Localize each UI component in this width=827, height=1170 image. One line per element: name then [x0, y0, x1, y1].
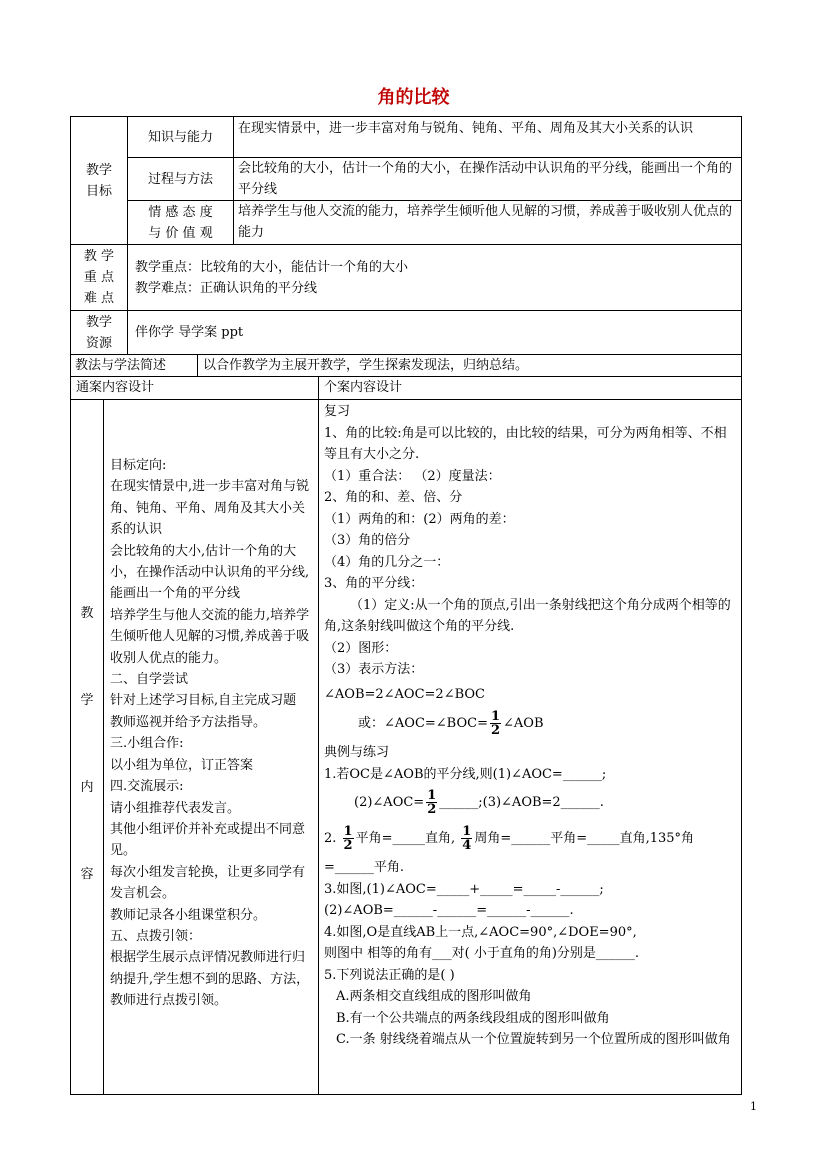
- goal-name-knowledge: 知识与能力: [147, 129, 213, 145]
- common-line: 目标定向:: [110, 458, 167, 473]
- content-label-char: 教: [80, 606, 94, 621]
- keypoints-label: 教 学 重 点 难 点: [83, 249, 115, 306]
- individual-design-header: 个案内容设计: [324, 380, 403, 395]
- common-line: 二、自学尝试: [110, 672, 189, 688]
- exercise-1: 1.若OC是∠AOB的平分线,则(1)∠AOC=______;: [324, 766, 607, 782]
- exercise-3: 3.如图,(1)∠AOC=_____+_____=_____-______;: [324, 881, 604, 897]
- exercise-5-option-c: C.一条 射线绕着端点从一个位置旋转到另一个位置所成的图形叫做角: [336, 1032, 731, 1047]
- exercise-5: 5.下列说法正确的是( ): [324, 967, 455, 983]
- goal-name-emotion: 情 感 态 度 与 价 值 观: [148, 204, 213, 241]
- method-content: 以合作教学为主展开教学，学生探索发现法，归纳总结。: [203, 358, 529, 373]
- review-item: 2、角的和、差、倍、分: [324, 490, 463, 505]
- exercise-4: 4.如图,O是直线AB上一点,∠AOC=90°,∠DOE=90°,: [324, 924, 637, 940]
- exercise-1b: (2)∠AOC= $\frac{1}{2}$ ______;(3)∠AOB=2______.: [354, 788, 604, 817]
- goal-content-emotion: 培养学生与他人交流的能力，培养学生倾听他人见解的习惯，养成善于吸收别人优点的能力: [238, 204, 733, 240]
- review-item: （1）重合法： （2）度量法：: [324, 468, 501, 484]
- exercise-2b: =______平角.: [324, 860, 405, 875]
- goals-label: 教学 目标: [85, 162, 112, 199]
- keypoints-content: [135, 257, 735, 307]
- exercise-3b: (2)∠AOB=______-______=______-______.: [324, 903, 574, 918]
- formula-bisector: ∠AOB=2∠AOC=2∠BOC: [324, 686, 485, 702]
- method-label: 教法与学法简述: [75, 358, 167, 373]
- exercise-5-option-a: A.两条相交直线组成的图形叫做角: [336, 989, 532, 1004]
- common-line: 请小组推荐代表发言。: [110, 800, 241, 816]
- common-line: 五、点拨引领：: [110, 928, 202, 944]
- common-line: 以小组为单位，订正答案: [110, 757, 254, 773]
- common-design-content: [110, 455, 313, 1055]
- formula-half: 或：∠AOC=∠BOC= $\frac{1}{2}$ ∠AOB: [358, 709, 544, 738]
- common-line: 培养学生与他人交流的能力,培养学生倾听他人见解的习惯,养成善于吸收别人优点的能力。: [110, 607, 310, 666]
- exercise-5-option-b: B.有一个公共端点的两条线段组成的图形叫做角: [336, 1010, 610, 1026]
- individual-design-content: [324, 401, 738, 1093]
- common-line: 会比较角的大小,估计一个角的大小，在操作活动中认识角的平分线,能画出一个角的平分线: [110, 543, 310, 602]
- exercise-2: 2. $\frac{1}{2}$ 平角=_____直角, $\frac{1}{4}$ 周角=______平角=_____直角,135°角: [324, 824, 695, 853]
- review-heading: 复习: [324, 404, 351, 419]
- goal-name-process: 过程与方法: [147, 171, 213, 187]
- common-line: 四.交流展示:: [110, 779, 184, 795]
- common-line: 每次小组发言轮换，让更多同学有发言机会。: [110, 864, 306, 902]
- common-line: 教师记录各小组课堂积分。: [110, 907, 267, 923]
- common-line: 根据学生展示点评情况教师进行归纳提升,学生想不到的思路、方法，教师进行点拨引领。: [110, 950, 310, 1009]
- common-line: 其他小组评价并补充或提出不同意见。: [110, 821, 306, 859]
- examples-heading: 典例与练习: [324, 745, 390, 760]
- content-label-char: 容: [80, 867, 94, 882]
- resources-content: 伴你学 导学案 ppt: [135, 325, 244, 340]
- fraction: $\frac{1}{2}$: [343, 824, 353, 853]
- common-line: 三.小组合作:: [110, 736, 184, 752]
- keypoint-difficulty: 教学难点：正确认识角的平分线: [135, 281, 318, 296]
- exercise-4b: 则图中 相等的角有___对( 小于直角的角)分别是______.: [324, 946, 640, 961]
- fraction: $\frac{1}{2}$: [490, 709, 501, 738]
- common-line: 在现实情景中,进一步丰富对角与锐角、钝角、平角、周角及其大小关系的认识: [110, 479, 310, 538]
- review-item: （1）定义:从一个角的顶点,引出一条射线把这个角分成两个相等的角,这条射线叫做这个角的平分线.: [324, 597, 731, 634]
- review-item: 1、角的比较:角是可以比较的，由比较的结果，可分为两角相等、不相等且有大小之分.: [324, 425, 727, 462]
- goal-content-process: 会比较角的大小，估计一个角的大小，在操作活动中认识角的平分线，能画出一个角的平分线: [238, 161, 733, 197]
- content-label-char: 学: [80, 693, 94, 708]
- common-line: 针对上述学习目标,自主完成习题: [110, 693, 297, 709]
- review-item: 3、角的平分线：: [324, 576, 424, 591]
- review-item: （2）图形：: [324, 640, 398, 656]
- review-item: （3）表示方法：: [324, 662, 424, 677]
- content-label-char: 内: [80, 780, 94, 795]
- common-line: 教师巡视并给予方法指导。: [110, 714, 267, 730]
- fraction: $\frac{1}{2}$: [427, 788, 437, 817]
- keypoint-focus: 教学重点：比较角的大小，能估计一个角的大小: [135, 260, 409, 275]
- review-item: （4）角的几分之一：: [324, 554, 450, 570]
- page-number: 1: [750, 1100, 757, 1113]
- review-item: （1）两角的和：(2）两角的差：: [324, 511, 515, 527]
- fraction: $\frac{1}{4}$: [462, 824, 472, 853]
- goal-content-knowledge: 在现实情景中，进一步丰富对角与锐角、钝角、平角、周角及其大小关系的认识: [238, 121, 694, 136]
- common-design-header: 通案内容设计: [76, 380, 155, 395]
- review-item: （3）角的倍分: [324, 533, 411, 548]
- resources-label: 教学 资源: [85, 314, 112, 351]
- page-title: 角的比较: [377, 87, 450, 108]
